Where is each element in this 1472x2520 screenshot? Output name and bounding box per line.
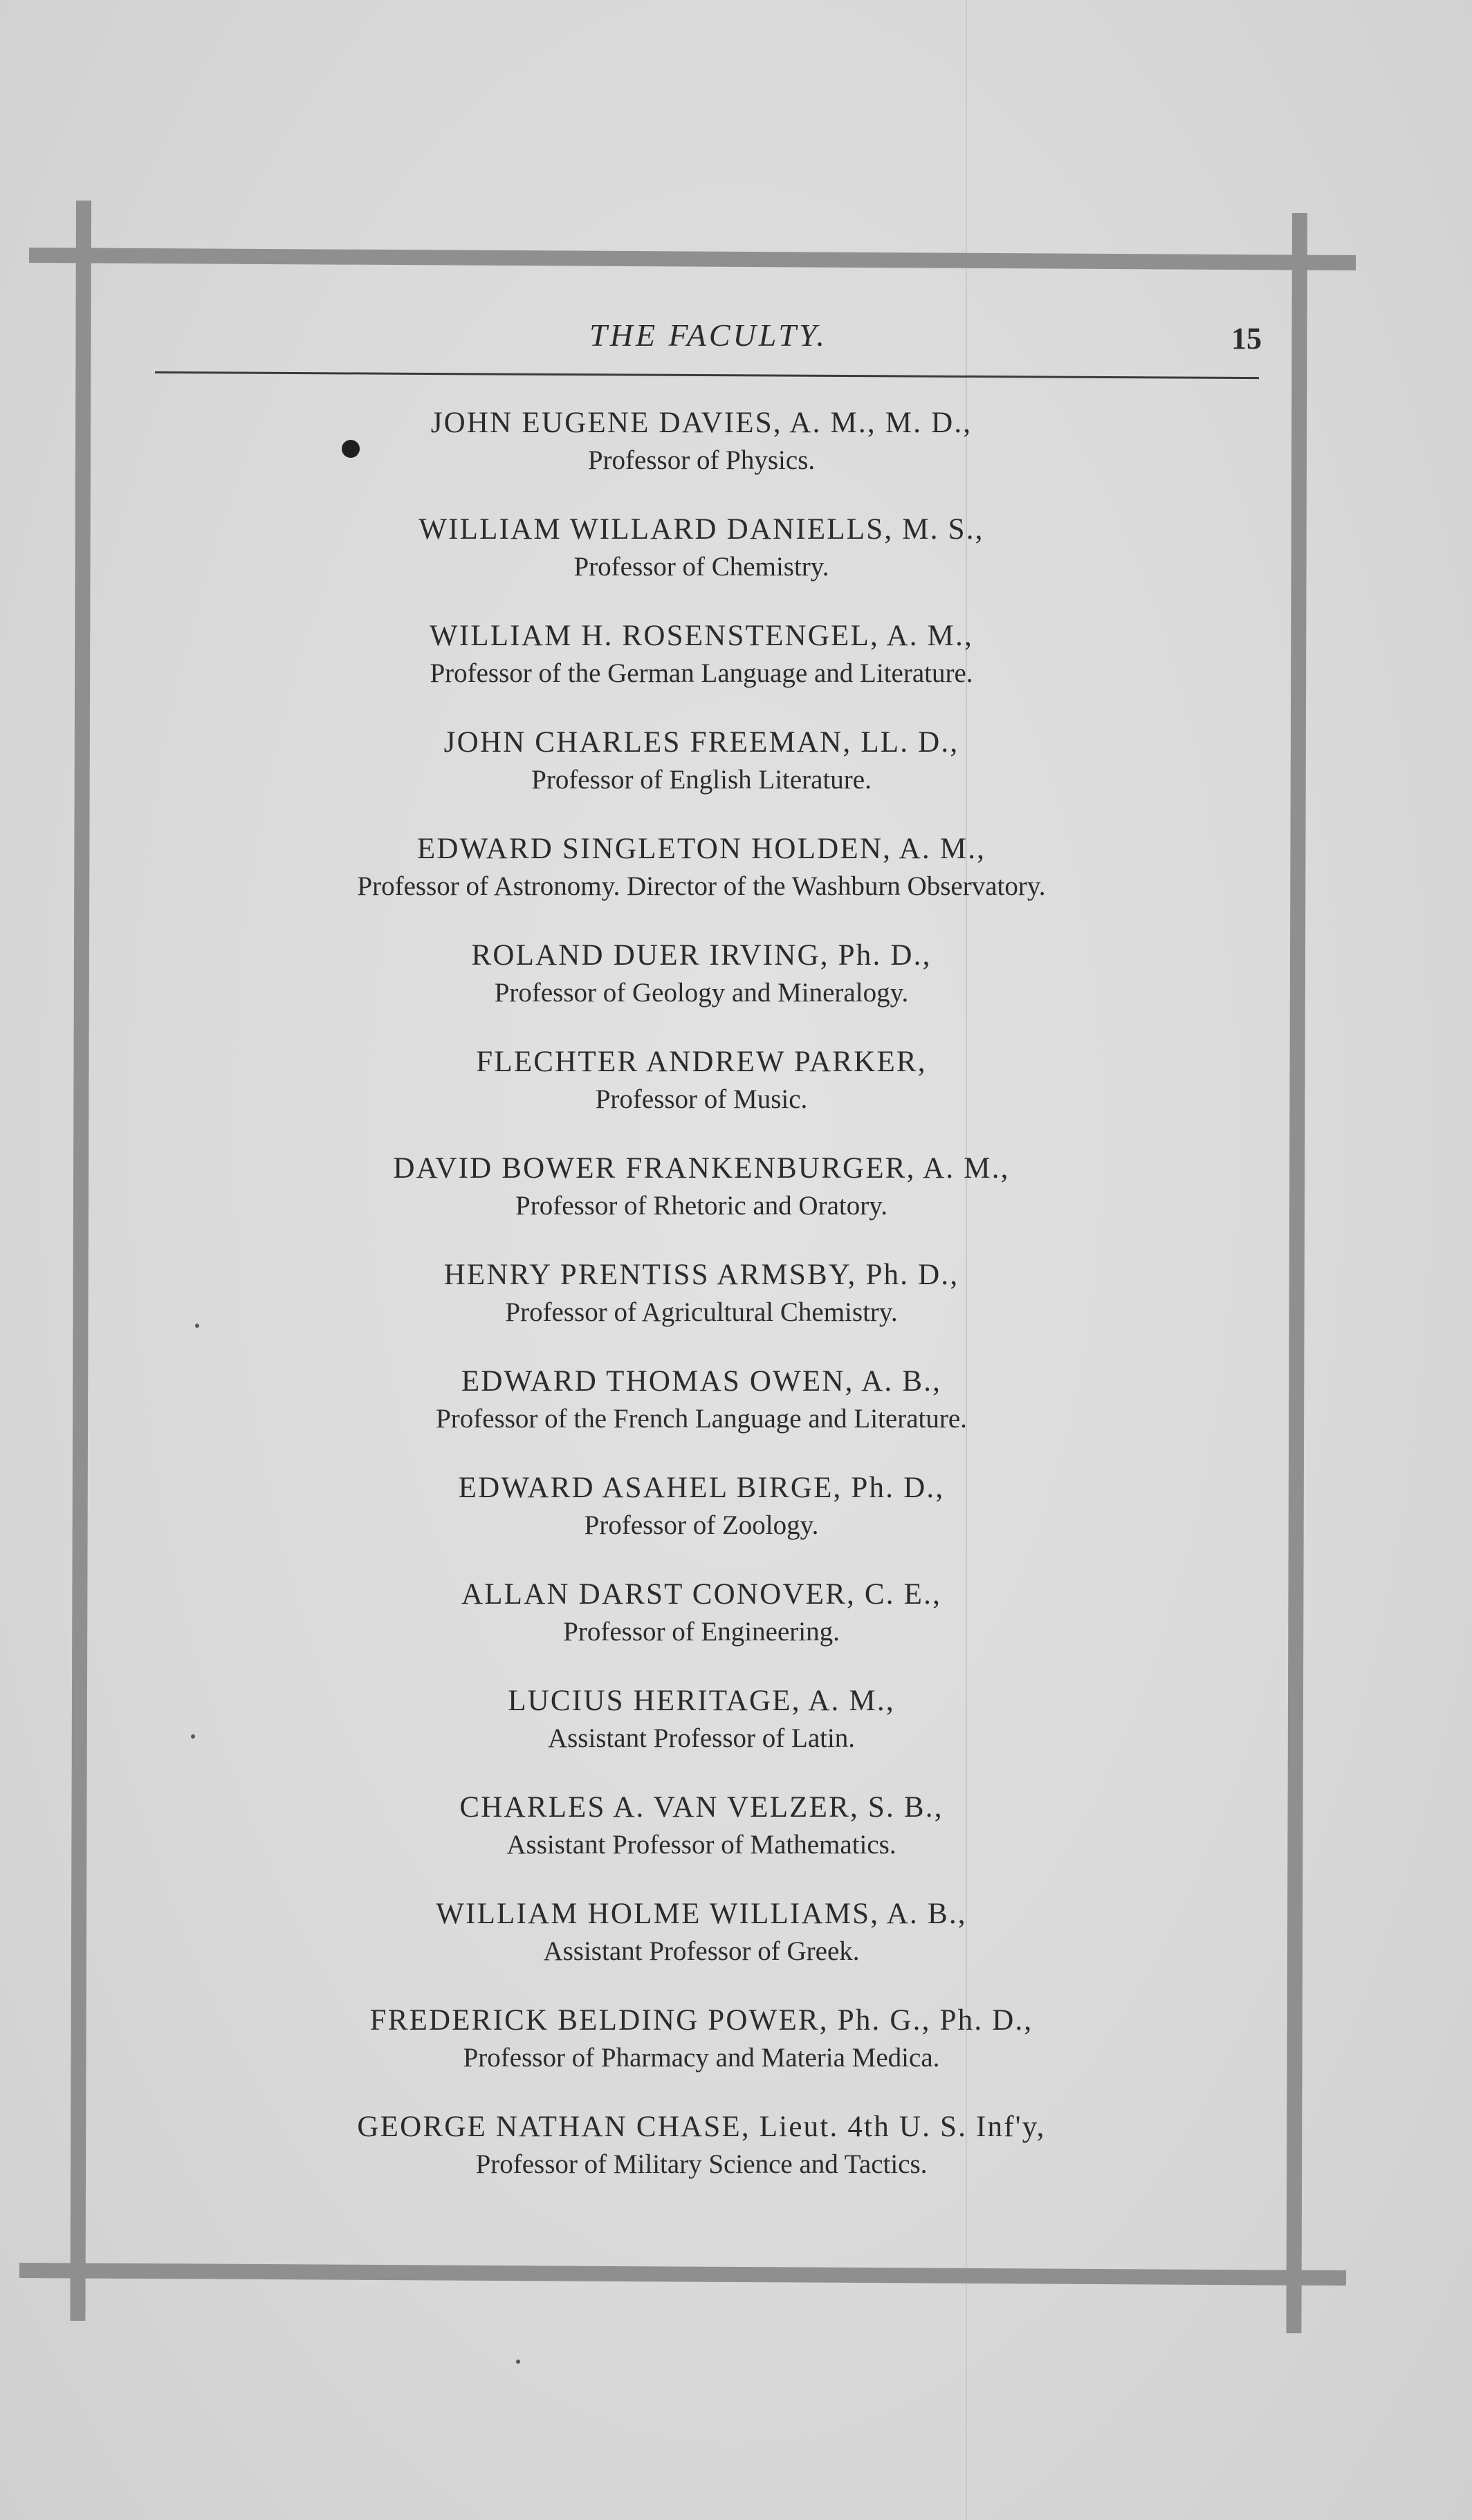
faculty-entry [208, 1469, 1195, 1575]
faculty-entry [208, 2001, 1195, 2108]
faculty-entry [208, 936, 1195, 1043]
faculty-name: ALLAN DARST CONOVER, C. E., [461, 1578, 942, 1611]
faculty-role: Professor of Geology and Mineralogy. [494, 978, 909, 1008]
faculty-entry [208, 1895, 1195, 2001]
faculty-role: Professor of Military Science and Tactics. [475, 2149, 928, 2179]
page-header [155, 304, 1262, 367]
faculty-entry [208, 1575, 1195, 1682]
faculty-role: Professor of Zoology. [584, 1510, 819, 1540]
faculty-name: FLECHTER ANDREW PARKER, [476, 1046, 927, 1078]
faculty-entry [208, 1256, 1195, 1362]
faculty-list [208, 404, 1195, 2214]
paper-speck [191, 1734, 195, 1739]
faculty-entry [208, 830, 1195, 936]
faculty-role: Professor of the French Language and Literature. [436, 1404, 967, 1434]
faculty-entry [208, 1043, 1195, 1149]
faculty-name: HENRY PRENTISS ARMSBY, Ph. D., [443, 1259, 959, 1291]
faculty-role: Professor of Music. [595, 1084, 808, 1114]
faculty-name: LUCIUS HERITAGE, A. M., [508, 1685, 895, 1717]
faculty-role: Professor of the German Language and Literature. [430, 658, 973, 688]
faculty-name: WILLIAM HOLME WILLIAMS, A. B., [436, 1898, 967, 1930]
faculty-role: Professor of Rhetoric and Oratory. [515, 1191, 887, 1221]
faculty-name: DAVID BOWER FRANKENBURGER, A. M., [393, 1152, 1010, 1185]
faculty-name: WILLIAM H. ROSENSTENGEL, A. M., [429, 620, 973, 652]
faculty-role: Assistant Professor of Mathematics. [506, 1830, 896, 1860]
faculty-entry [208, 1362, 1195, 1469]
faculty-role: Professor of English Literature. [531, 765, 872, 795]
faculty-entry [208, 1149, 1195, 1256]
faculty-entry [208, 1788, 1195, 1895]
faculty-name: EDWARD THOMAS OWEN, A. B., [461, 1365, 942, 1398]
faculty-name: EDWARD SINGLETON HOLDEN, A. M., [416, 833, 986, 865]
paper-speck [195, 1324, 199, 1328]
faculty-name: JOHN CHARLES FREEMAN, LL. D., [443, 726, 959, 759]
faculty-name: GEORGE NATHAN CHASE, Lieut. 4th U. S. Inf'y, [357, 2111, 1046, 2143]
faculty-entry [208, 404, 1195, 510]
faculty-role: Professor of Agricultural Chemistry. [505, 1297, 898, 1327]
faculty-name: CHARLES A. VAN VELZER, S. B., [459, 1791, 944, 1824]
faculty-role: Professor of Astronomy. Director of the Washburn Observatory. [357, 871, 1046, 901]
faculty-entry [208, 617, 1195, 723]
page-number: 15 [1231, 322, 1262, 355]
faculty-role: Professor of Physics. [587, 445, 816, 475]
faculty-name: JOHN EUGENE DAVIES, A. M., M. D., [430, 407, 973, 439]
faculty-role: Professor of Engineering. [563, 1617, 840, 1647]
running-title: THE FACULTY. [589, 317, 827, 353]
faculty-entry [208, 510, 1195, 617]
faculty-role: Professor of Pharmacy and Materia Medica. [463, 2043, 940, 2073]
faculty-name: ROLAND DUER IRVING, Ph. D., [471, 939, 932, 972]
faculty-name: FREDERICK BELDING POWER, Ph. G., Ph. D., [369, 2004, 1033, 2037]
faculty-role: Professor of Chemistry. [573, 552, 829, 582]
faculty-entry [208, 723, 1195, 830]
faculty-name: WILLIAM WILLARD DANIELLS, M. S., [418, 513, 984, 546]
faculty-entry [208, 1682, 1195, 1788]
paper-speck [516, 2360, 520, 2364]
faculty-entry [208, 2108, 1195, 2214]
faculty-role: Assistant Professor of Latin. [547, 1723, 856, 1753]
faculty-role: Assistant Professor of Greek. [543, 1936, 860, 1966]
faculty-name: EDWARD ASAHEL BIRGE, Ph. D., [458, 1472, 945, 1504]
